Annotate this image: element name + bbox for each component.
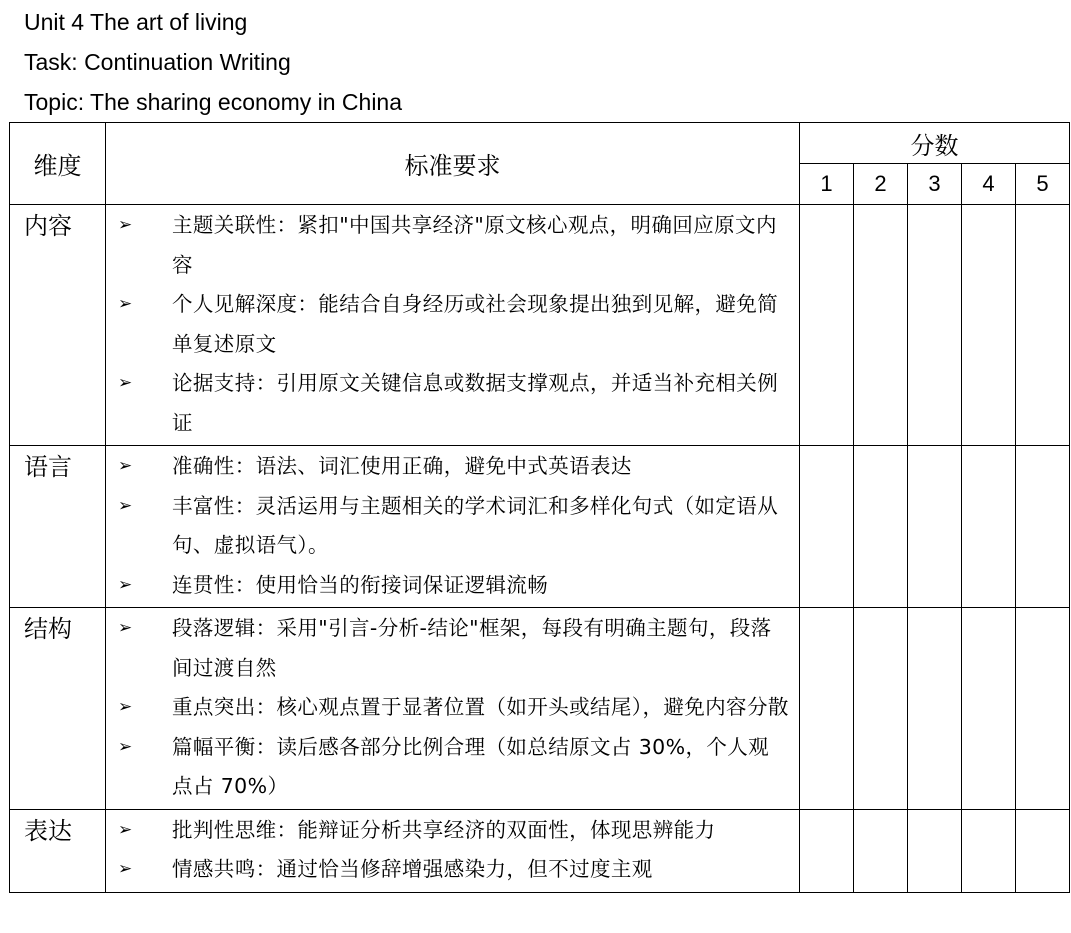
criterion-text: 重点突出：核心观点置于显著位置（如开头或结尾），避免内容分散 [172,695,789,719]
score-level-3: 3 [908,164,962,205]
criterion-item [106,811,789,851]
criteria-list [106,810,799,892]
score-cell-4[interactable] [962,608,1016,810]
score-level-5: 5 [1016,164,1070,205]
dimension-label: 语言 [10,446,106,608]
arrowhead-bullet-icon: ➢ [118,859,133,879]
rubric-body [10,205,1070,893]
arrowhead-bullet-icon: ➢ [118,215,133,235]
criterion-text: 丰富性：灵活运用与主题相关的学术词汇和多样化句式（如定语从句、虚拟语气）。 [172,493,779,557]
rubric-row [10,205,1070,446]
unit-title: Unit 4 The art of living [24,9,248,35]
header-dimension: 维度 [10,123,106,205]
criterion-text: 主题关联性：紧扣"中国共享经济"原文核心观点，明确回应原文内容 [172,213,777,277]
score-cell-1[interactable] [800,608,854,810]
topic-line: Topic: The sharing economy in China [24,89,403,115]
criteria-cell [106,205,800,446]
score-cell-3[interactable] [908,809,962,892]
score-cell-1[interactable] [800,809,854,892]
score-cell-2[interactable] [854,205,908,446]
criterion-text: 准确性：语法、词汇使用正确，避免中式英语表达 [172,454,632,478]
score-cell-2[interactable] [854,809,908,892]
arrowhead-bullet-icon: ➢ [118,697,133,717]
arrowhead-bullet-icon: ➢ [118,574,133,595]
score-cell-3[interactable] [908,446,962,608]
criterion-item [106,728,789,807]
criterion-item [106,609,789,688]
score-cell-1[interactable] [800,205,854,446]
score-cell-3[interactable] [908,608,962,810]
arrowhead-bullet-icon: ➢ [118,618,133,638]
criteria-list [106,446,799,607]
criterion-text: 情感共鸣：通过恰当修辞增强感染力，但不过度主观 [172,857,653,881]
dimension-label: 表达 [10,809,106,892]
score-cell-2[interactable] [854,446,908,608]
criteria-cell [106,809,800,892]
rubric-row [10,608,1070,810]
rubric-row [10,446,1070,608]
criterion-item [106,447,789,487]
criterion-text: 个人见解深度：能结合自身经历或社会现象提出独到见解，避免简单复述原文 [172,292,779,356]
criterion-item [106,206,789,285]
score-cell-5[interactable] [1016,809,1070,892]
criteria-list [106,205,799,445]
criterion-text: 批判性思维：能辩证分析共享经济的双面性，体现思辨能力 [172,817,716,842]
rubric-row [10,809,1070,892]
criterion-text: 段落逻辑：采用"引言-分析-结论"框架，每段有明确主题句，段落间过渡自然 [172,616,772,680]
dimension-label: 内容 [10,205,106,446]
header-score: 分数 [800,123,1070,164]
criteria-list [106,608,799,809]
score-level-2: 2 [854,164,908,205]
arrowhead-bullet-icon: ➢ [118,294,133,314]
score-cell-3[interactable] [908,205,962,446]
dimension-label: 结构 [10,608,106,810]
arrowhead-bullet-icon: ➢ [118,736,133,757]
score-cell-5[interactable] [1016,446,1070,608]
score-cell-1[interactable] [800,446,854,608]
criterion-text: 篇幅平衡：读后感各部分比例合理（如总结原文占 30%，个人观点占 70%） [172,734,770,798]
score-cell-4[interactable] [962,809,1016,892]
header-standard: 标准要求 [106,123,800,205]
criterion-item [106,285,789,364]
score-level-4: 4 [962,164,1016,205]
criteria-cell [106,446,800,608]
criteria-cell [106,608,800,810]
arrowhead-bullet-icon: ➢ [118,456,133,476]
criterion-item [106,364,789,443]
arrowhead-bullet-icon: ➢ [118,819,133,840]
criterion-item [106,850,789,890]
score-cell-5[interactable] [1016,608,1070,810]
score-cell-4[interactable] [962,446,1016,608]
criterion-item [106,566,789,606]
criterion-item [106,487,789,566]
score-cell-4[interactable] [962,205,1016,446]
score-level-1: 1 [800,164,854,205]
arrowhead-bullet-icon: ➢ [118,495,133,516]
task-line: Task: Continuation Writing [24,49,291,75]
rubric-table [9,122,1070,893]
arrowhead-bullet-icon: ➢ [118,373,133,393]
criterion-text: 论据支持：引用原文关键信息或数据支撑观点，并适当补充相关例证 [172,371,779,435]
criterion-item [106,688,789,728]
score-cell-2[interactable] [854,608,908,810]
criterion-text: 连贯性：使用恰当的衔接词保证逻辑流畅 [172,572,549,597]
score-cell-5[interactable] [1016,205,1070,446]
